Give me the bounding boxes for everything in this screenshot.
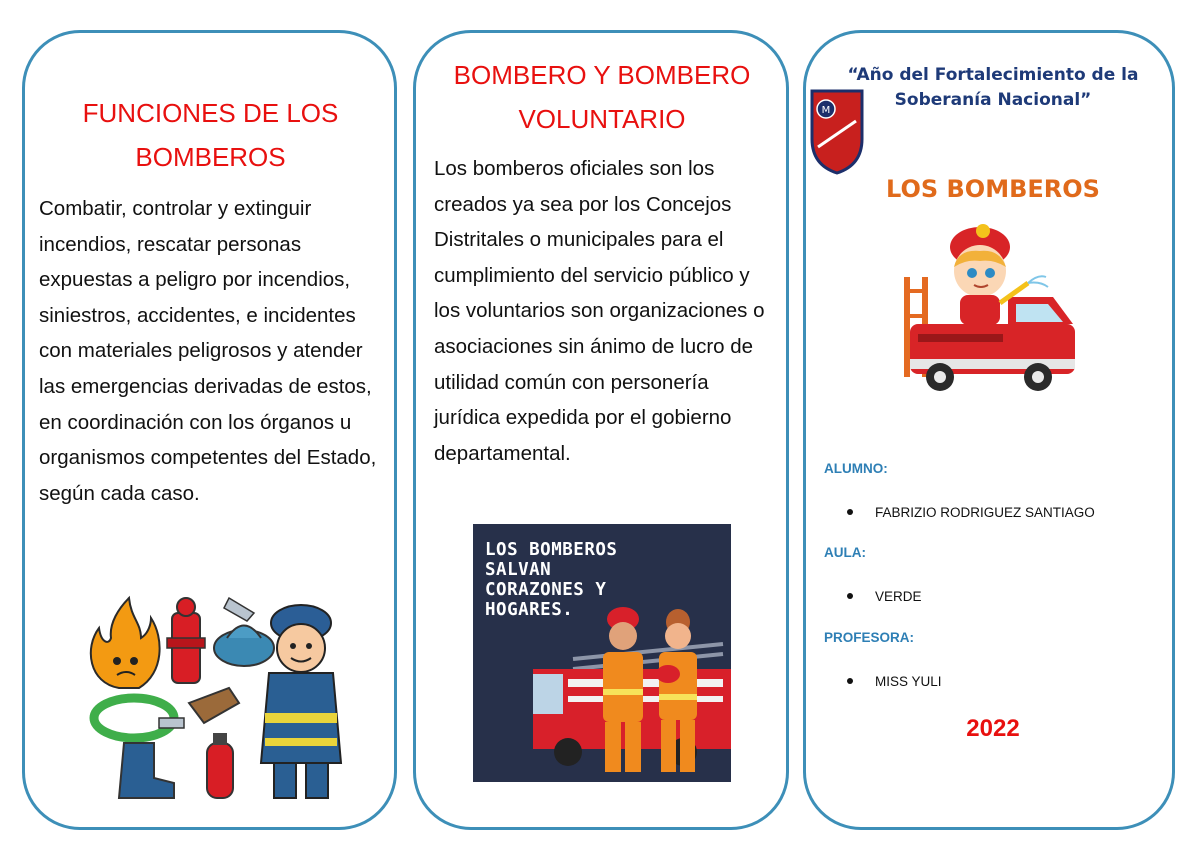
teacher-name: MISS YULI	[875, 674, 942, 689]
bullet-icon	[847, 678, 853, 684]
classroom-name: VERDE	[875, 589, 922, 604]
field-label-alumno: ALUMNO:	[824, 461, 888, 476]
fire-truck-illustration	[888, 219, 1084, 397]
field-label-profesora: PROFESORA:	[824, 630, 915, 645]
panel-body-text: Combatir, controlar y extinguir incendios, rescatar personas expuestas a peligro por incendios, siniestros, accidentes, e incidentes con materiales peligrosos y atender las emergencias derivadas de estos, en coordinación con los órganos u organismos competentes del Estado, según cada caso.	[39, 197, 377, 505]
field-value-profesora	[847, 674, 942, 689]
field-value-aula	[847, 589, 922, 604]
panel-bombero-voluntario	[413, 30, 789, 830]
panel-cover	[803, 30, 1175, 830]
year-motto: “Año del Fortalecimiento de la Soberanía Nacional”	[847, 65, 1139, 110]
field-label-aula: AULA:	[824, 545, 866, 560]
panel-heading: FUNCIONES DE LOS BOMBEROS	[82, 98, 339, 172]
bullet-icon	[847, 509, 853, 515]
year-label: 2022	[966, 715, 1020, 742]
cover-title: LOS BOMBEROS	[886, 175, 1100, 203]
student-name: FABRIZIO RODRIGUEZ SANTIAGO	[875, 505, 1095, 520]
panel-heading: BOMBERO Y BOMBERO VOLUNTARIO	[453, 60, 751, 134]
bullet-icon	[847, 593, 853, 599]
field-value-alumno	[847, 505, 1095, 520]
poster-caption: LOS BOMBEROS SALVAN CORAZONES Y HOGARES.	[485, 540, 618, 620]
firefighters-poster	[473, 524, 731, 782]
svg-text:M: M	[821, 105, 831, 116]
fireman-clipart	[79, 593, 349, 803]
panel-funciones	[22, 30, 397, 830]
panel-body-text: Los bomberos oficiales son los creados ya sea por los Concejos Distritales o municipales para el cumplimiento del servicio público y los voluntarios son organizaciones o asociaciones sin ánimo de lucro de utilidad común con personería jurídica expedida por el gobierno departamental.	[434, 157, 765, 465]
